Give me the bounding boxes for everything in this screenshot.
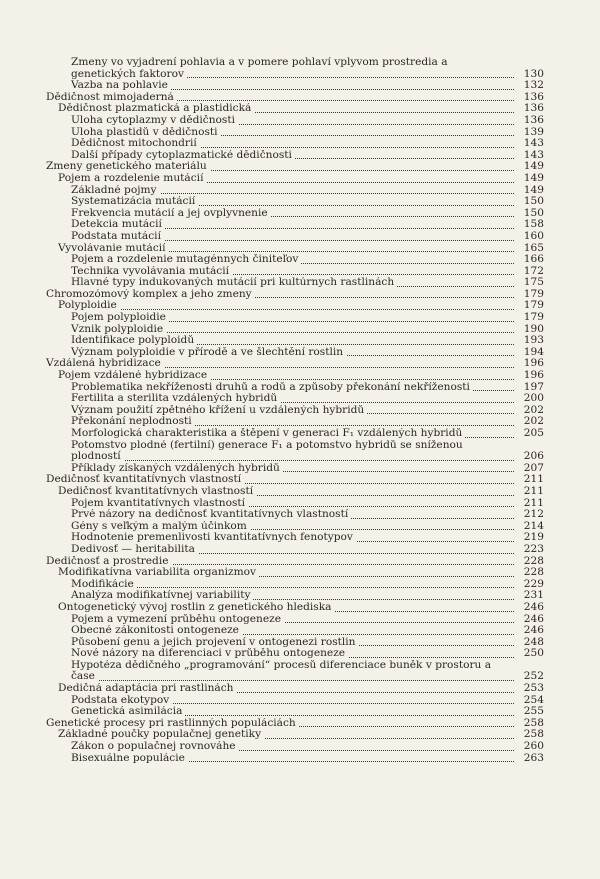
toc-entry-title <box>71 277 514 289</box>
toc-page-number: 149 <box>523 183 544 196</box>
toc-entry-title <box>71 185 514 197</box>
toc-entry-title <box>71 115 514 127</box>
toc-entry-title <box>71 57 514 80</box>
toc-entry <box>0 416 600 428</box>
toc-entry-title <box>58 370 514 382</box>
toc-entry <box>0 254 600 266</box>
toc-entry-title <box>71 440 514 463</box>
toc-entry-title <box>71 208 514 220</box>
toc-page-number: 136 <box>523 90 544 103</box>
toc-page-number: 212 <box>523 508 544 521</box>
toc-page-number: 252 <box>523 670 544 683</box>
toc-page-number: 190 <box>523 322 544 335</box>
toc-entry-text: Genetická asimilácia <box>71 706 185 717</box>
toc-page-number: 166 <box>523 253 544 266</box>
toc-entry-title <box>71 312 514 324</box>
toc-entry <box>0 358 600 370</box>
toc-page-number: 149 <box>523 171 544 184</box>
toc-entry <box>0 382 600 394</box>
toc-page-number: 136 <box>523 102 544 115</box>
toc-entry-text: Chromozómový komplex a jeho zmeny <box>46 289 255 300</box>
toc-entry <box>0 393 600 405</box>
toc-entry-title <box>71 532 514 544</box>
toc-page-number: 150 <box>523 195 544 208</box>
toc-entry-title <box>71 150 514 162</box>
toc-entry <box>0 590 600 602</box>
toc-page-number: 263 <box>523 751 544 764</box>
toc-entry-title <box>71 382 514 394</box>
toc-page-number: 136 <box>523 113 544 126</box>
toc-entry <box>0 532 600 544</box>
toc-entry-text: Hodnotenie premenlivosti kvantitatívnych fenotypov <box>71 532 356 543</box>
toc-entry <box>0 706 600 718</box>
toc-page-number: 228 <box>523 566 544 579</box>
toc-entry-title <box>71 231 514 243</box>
toc-entry <box>0 695 600 707</box>
toc-entry-title <box>58 567 514 579</box>
toc-page-number: 206 <box>523 450 544 463</box>
toc-entry <box>0 312 600 324</box>
toc-entry-title <box>71 706 514 718</box>
toc-page-number: 207 <box>523 461 544 474</box>
toc-entry <box>0 579 600 591</box>
toc-entry <box>0 277 600 289</box>
toc-entry-text: Dedičnosť kvantitatívnych vlastností <box>58 486 256 497</box>
toc-entry-text: Detekcia mutácií <box>71 219 165 230</box>
toc-entry <box>0 324 600 336</box>
toc-entry-text: Modifikácie <box>71 579 137 590</box>
toc-entry <box>0 614 600 626</box>
toc-page-number: 258 <box>523 716 544 729</box>
toc-entry-text: Gény s veľkým a malým účinkom <box>71 521 250 532</box>
toc-entry-text: Frekvencia mutácií a jej ovplyvnenie <box>71 208 271 219</box>
toc-entry-title <box>71 127 514 139</box>
toc-entry-title <box>58 300 514 312</box>
toc-page-number: 219 <box>523 531 544 544</box>
toc-entry-text: Vznik polyploidie <box>71 324 166 335</box>
toc-entry <box>0 231 600 243</box>
toc-entry-text: Dedivosť — heritabilita <box>71 544 198 555</box>
toc-entry <box>0 243 600 255</box>
toc-entry-title <box>71 405 514 417</box>
toc-page-number: 202 <box>523 415 544 428</box>
toc-page-number: 196 <box>523 369 544 382</box>
toc-entry <box>0 509 600 521</box>
toc-entry <box>0 57 600 80</box>
toc-entry-text: Pojem a vymezení průběhu ontogeneze <box>71 614 284 625</box>
toc-entry-text: Úloha cytoplazmy v dědičnosti <box>71 115 238 126</box>
toc-entry-title <box>58 683 514 695</box>
toc-entry-text: Podstata mutácií <box>71 231 164 242</box>
toc-page-number: 223 <box>523 542 544 555</box>
toc-entry <box>0 266 600 278</box>
toc-entry <box>0 463 600 475</box>
toc-page-number: 197 <box>523 380 544 393</box>
toc-entry-text: Význam polyploidie v přírodě a ve šlechtění rostlin <box>71 347 346 358</box>
toc-page-number: 211 <box>523 484 544 497</box>
toc-entry-text: Hlavné typy indukovaných mutácií pri kultúrnych rastlinách <box>71 277 397 288</box>
toc-page-number: 196 <box>523 357 544 370</box>
toc-entry <box>0 556 600 568</box>
toc-entry <box>0 544 600 556</box>
toc-entry-text: Dědičnost mimojaderná <box>46 92 177 103</box>
toc-entry-text: Dedičná adaptácia pri rastlinách <box>58 683 237 694</box>
toc-page-number: 229 <box>523 577 544 590</box>
toc-page-number: 253 <box>523 682 544 695</box>
toc-entry-text: Nové názory na diferenciaci v průběhu ontogeneze <box>71 648 348 659</box>
toc-entry-text: Potomstvo plodné (fertilní) generace F₁ a potomstvo hybridů se sníženou plodností <box>71 439 463 463</box>
toc-entry-title <box>71 660 514 683</box>
toc-entry-title <box>46 358 514 370</box>
toc-entry-text: Další případy cytoplazmatické dědičnosti <box>71 150 295 161</box>
toc-entry-title <box>71 579 514 591</box>
toc-entry <box>0 567 600 579</box>
toc-page-number: 194 <box>523 345 544 358</box>
toc-entry <box>0 300 600 312</box>
toc-page-number: 255 <box>523 705 544 718</box>
toc-page-number: 260 <box>523 740 544 753</box>
toc-entry-title <box>71 648 514 660</box>
toc-page-number: 139 <box>523 125 544 138</box>
toc-page-number: 179 <box>523 287 544 300</box>
leader-dots <box>71 680 514 681</box>
toc-entry-text: Analýza modifikatívnej variability <box>71 590 253 601</box>
toc-entry-title <box>71 138 514 150</box>
toc-entry <box>0 161 600 173</box>
toc-entry-text: Ontogenetický vývoj rostlin z genetického hlediska <box>58 602 334 613</box>
toc-entry-title <box>71 590 514 602</box>
toc-entry <box>0 637 600 649</box>
toc-entry-text: Zmeny genetického materiálu <box>46 161 210 172</box>
toc-entry-text: Hypotéza dědičného „programování“ procesů diferenciace buněk v prostoru a čase <box>71 659 492 683</box>
toc-entry-title <box>71 637 514 649</box>
toc-entry-text: Prvé názory na dedičnosť kvantitatívnych vlastností <box>71 509 351 520</box>
toc-entry <box>0 115 600 127</box>
toc-page-number: 228 <box>523 554 544 567</box>
toc-entry-text: Bisexuálne populácie <box>71 753 188 764</box>
toc-entry <box>0 127 600 139</box>
toc-entry <box>0 718 600 730</box>
toc-entry <box>0 335 600 347</box>
toc-entry-title <box>71 266 514 278</box>
toc-entry-title <box>46 161 514 173</box>
toc-entry <box>0 92 600 104</box>
toc-page-number: 160 <box>523 229 544 242</box>
toc-entry-text: Vazba na pohlavie <box>71 80 171 91</box>
toc-entry <box>0 80 600 92</box>
toc-entry <box>0 625 600 637</box>
toc-entry <box>0 474 600 486</box>
toc-entry-title <box>71 614 514 626</box>
toc-page-number: 150 <box>523 206 544 219</box>
toc-entry-text: Význam použití zpětného křížení u vzdálených hybridů <box>71 405 367 416</box>
toc-entry-title <box>58 103 514 115</box>
toc-page-number: 246 <box>523 612 544 625</box>
toc-page-number: 246 <box>523 624 544 637</box>
toc-entry-title <box>71 335 514 347</box>
toc-entry <box>0 196 600 208</box>
toc-entry <box>0 347 600 359</box>
toc-entry <box>0 753 600 765</box>
toc-entry <box>0 683 600 695</box>
toc-entry-text: Dedičnosť a prostredie <box>46 556 172 567</box>
toc-entry <box>0 150 600 162</box>
toc-entry <box>0 440 600 463</box>
toc-entry-title <box>71 509 514 521</box>
toc-entry-title <box>71 544 514 556</box>
toc-page-number: 205 <box>523 427 544 439</box>
leader-dots <box>58 309 514 310</box>
toc-entry-text: Příklady získaných vzdálených hybridů <box>71 463 283 474</box>
toc-page-number: 165 <box>523 241 544 254</box>
toc-page-number: 143 <box>523 148 544 161</box>
toc-entry-title <box>71 753 514 765</box>
toc-page-number: 246 <box>523 600 544 613</box>
toc-entry-title <box>71 521 514 533</box>
table-of-contents <box>0 57 600 764</box>
toc-page-number: 132 <box>523 79 544 92</box>
toc-entry-text: Dědičnost mitochondrií <box>71 138 200 149</box>
toc-page-number: 179 <box>523 311 544 324</box>
toc-entry-title <box>46 289 514 301</box>
toc-entry <box>0 602 600 614</box>
toc-entry-text: Úloha plastidů v dědičnosti <box>71 127 221 138</box>
toc-entry-title <box>71 347 514 359</box>
toc-entry <box>0 498 600 510</box>
toc-entry-text: Polyploidie <box>58 300 120 311</box>
toc-page-number: 211 <box>523 496 544 509</box>
toc-entry-text: Podstata ekotypov <box>71 695 172 706</box>
toc-entry-text: Vzdálená hybridizace <box>46 358 164 369</box>
toc-page-number: 250 <box>523 647 544 660</box>
toc-entry <box>0 486 600 498</box>
toc-entry-text: Vyvolávanie mutácií <box>58 243 169 254</box>
toc-entry-text: Základné pojmy <box>71 185 160 196</box>
toc-entry-title <box>71 196 514 208</box>
toc-entry-title <box>58 729 514 741</box>
toc-entry <box>0 103 600 115</box>
toc-entry-text: Základné poučky populačnej genetiky <box>58 729 264 740</box>
toc-entry-title <box>71 463 514 475</box>
toc-entry-title <box>58 602 514 614</box>
toc-entry <box>0 185 600 197</box>
toc-entry <box>0 660 600 683</box>
toc-entry-title <box>46 556 514 568</box>
toc-page-number: 214 <box>523 519 544 532</box>
toc-entry-text: Překonání neplodnosti <box>71 416 195 427</box>
toc-entry-text: Pojem polyploidie <box>71 312 169 323</box>
toc-page-number: 202 <box>523 403 544 416</box>
toc-entry-text: Fertilita a sterilita vzdálených hybridů <box>71 393 280 404</box>
toc-entry-title <box>46 474 514 486</box>
toc-entry-title <box>71 393 514 405</box>
toc-entry-text: Pojem vzdálené hybridizace <box>58 370 210 381</box>
toc-entry-text: Obecné zákonitosti ontogeneze <box>71 625 242 636</box>
toc-entry-title <box>71 741 514 753</box>
toc-entry-title <box>46 92 514 104</box>
toc-page-number: 143 <box>523 137 544 150</box>
toc-entry <box>0 428 600 440</box>
toc-entry-text: Identifikace polyploidů <box>71 335 197 346</box>
toc-entry <box>0 208 600 220</box>
toc-entry-title <box>71 498 514 510</box>
toc-entry <box>0 729 600 741</box>
toc-entry-title <box>71 254 514 266</box>
toc-page-number: 149 <box>523 160 544 173</box>
toc-page-number: 200 <box>523 392 544 405</box>
toc-entry-text: Systematizácia mutácií <box>71 196 198 207</box>
toc-page-number: 175 <box>523 276 544 289</box>
toc-entry-title <box>58 486 514 498</box>
toc-entry-text: Dedičnosť kvantitatívnych vlastností <box>46 474 244 485</box>
toc-entry-title <box>58 173 514 185</box>
toc-entry-text: Problematika nekříženosti druhů a rodů a způsoby překonání nekříženosti <box>71 382 473 393</box>
toc-entry-title <box>71 219 514 231</box>
toc-entry <box>0 648 600 660</box>
toc-entry-title <box>71 625 514 637</box>
toc-entry-text: Genetické procesy pri rastlinných populáciách <box>46 718 299 729</box>
toc-entry-title <box>71 324 514 336</box>
toc-entry-text: Technika vyvolávania mutácií <box>71 266 232 277</box>
toc-entry <box>0 370 600 382</box>
toc-page-number: 258 <box>523 728 544 741</box>
toc-page-number: 158 <box>523 218 544 231</box>
toc-entry-text: Zmeny vo vyjadrení pohlavia a v pomere pohlaví vplyvom prostredia a genetických faktorov <box>71 57 448 80</box>
toc-page-number: 172 <box>523 264 544 277</box>
toc-page-number: 211 <box>523 473 544 486</box>
toc-entry-text: Dědičnost plazmatická a plastidická <box>58 103 254 114</box>
toc-page-number: 130 <box>523 67 544 80</box>
toc-page-number: 193 <box>523 334 544 347</box>
toc-entry <box>0 741 600 753</box>
toc-entry <box>0 289 600 301</box>
toc-entry-text: Pojem kvantitatívnych vlastností <box>71 498 248 509</box>
toc-entry-text: Působení genu a jejich projevení v ontogenezi rostlin <box>71 637 359 648</box>
leader-dots <box>71 587 514 588</box>
toc-entry-text: Modifikatívna variabilita organizmov <box>58 567 259 578</box>
toc-entry-text: Pojem a rozdelenie mutagénnych činiteľov <box>71 254 301 265</box>
toc-entry-title <box>71 428 514 440</box>
toc-entry-text: Morfologická charakteristika a štěpení v generaci F₁ vzdálených hybridů <box>71 428 465 439</box>
toc-entry <box>0 173 600 185</box>
toc-entry <box>0 219 600 231</box>
toc-page-number: 248 <box>523 635 544 648</box>
leader-dots <box>71 460 514 461</box>
toc-entry <box>0 521 600 533</box>
toc-entry <box>0 405 600 417</box>
toc-entry-title <box>58 243 514 255</box>
toc-page-number: 254 <box>523 693 544 706</box>
toc-entry-title <box>71 80 514 92</box>
toc-entry-title <box>71 695 514 707</box>
toc-entry-title <box>46 718 514 730</box>
toc-entry-text: Pojem a rozdelenie mutácií <box>58 173 206 184</box>
toc-page-number: 231 <box>523 589 544 602</box>
toc-page-number: 179 <box>523 299 544 312</box>
toc-entry <box>0 138 600 150</box>
toc-entry-text: Zákon o populačnej rovnováhe <box>71 741 239 752</box>
toc-entry-title <box>71 416 514 428</box>
